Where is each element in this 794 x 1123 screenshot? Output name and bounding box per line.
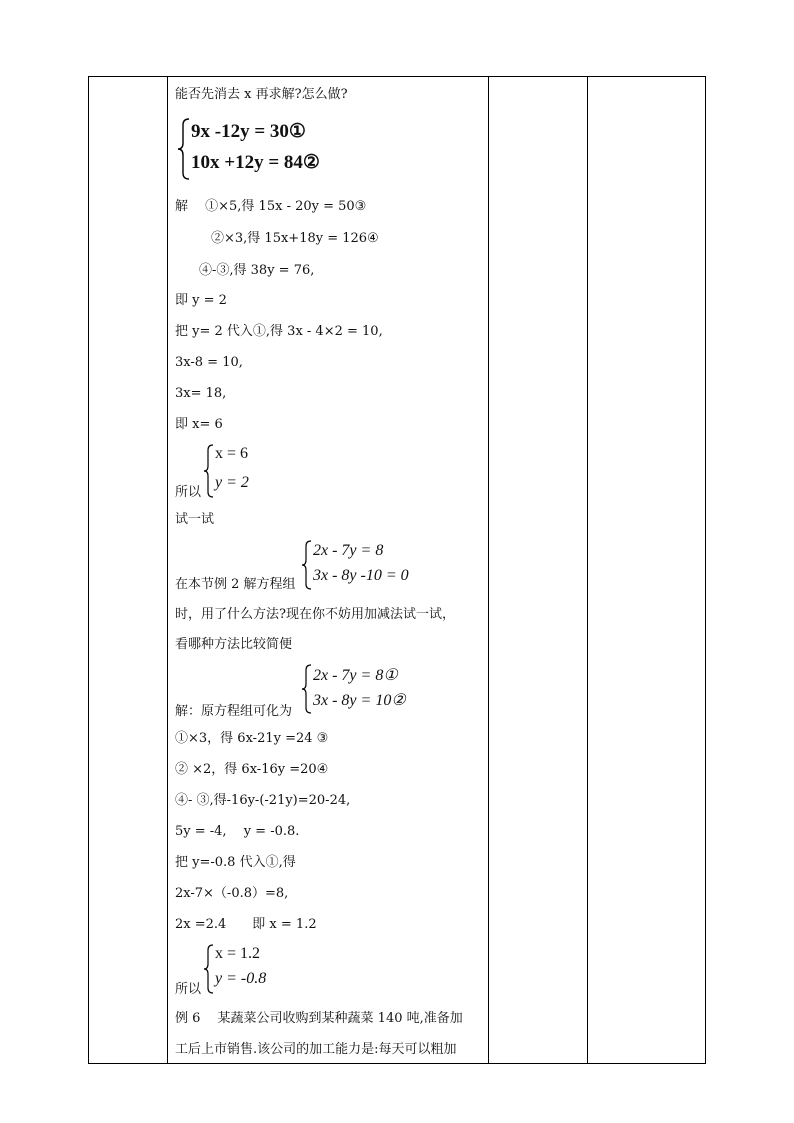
result2-prefix: 所以 — [175, 982, 202, 997]
left-brace-icon — [203, 943, 215, 995]
left-brace-icon — [301, 663, 313, 715]
column-divider-1 — [167, 77, 168, 1063]
try-prefix: 在本节例 2 解方程组 — [175, 577, 296, 592]
solution2-line-3: ④- ③,得-16y-(-21y)=20-24, — [175, 793, 351, 808]
try-title: 试一试 — [175, 512, 215, 527]
system2-eq2: 3x - 8y -10 = 0 — [313, 567, 409, 584]
system3-eq2: 3x - 8y = 10② — [313, 692, 406, 709]
result-system-2 — [203, 943, 303, 995]
result1-eq1: x = 6 — [215, 445, 249, 462]
solution2-line-5: 把 y=-0.8 代入①,得 — [175, 855, 296, 870]
solution2-line-7: 2x =2.4 即 x = 1.2 — [175, 917, 317, 932]
question-text: 能否先消去 x 再求解?怎么做? — [175, 87, 348, 102]
system3-eq1: 2x - 7y = 8① — [313, 667, 398, 684]
solution1-line-7: 3x= 18, — [175, 386, 227, 401]
result-system-1 — [203, 443, 303, 499]
lesson-table — [88, 76, 706, 1064]
equation-system-2 — [301, 539, 451, 591]
example6-line-2: 工后上市销售.该公司的加工能力是:每天可以粗加 — [175, 1042, 457, 1057]
column-divider-3 — [587, 77, 588, 1063]
solution1-line-8: 即 x= 6 — [175, 417, 223, 432]
system2-eq1: 2x - 7y = 8 — [313, 542, 384, 559]
left-brace-icon — [301, 539, 313, 591]
solution2-line-4: 5y = -4, y = -0.8. — [175, 824, 300, 839]
left-brace-icon — [203, 443, 215, 499]
solution1-line-2: ②×3,得 15x+18y = 126④ — [211, 231, 379, 246]
system1-eq1: 9x -12y = 30① — [191, 121, 306, 142]
solution1-line-3: ④-③,得 38y = 76, — [199, 263, 315, 278]
equation-system-3 — [301, 663, 451, 715]
solution2-line-2: ② ×2，得 6x-16y =20④ — [175, 762, 329, 777]
system1-eq2: 10x +12y = 84② — [191, 152, 320, 173]
content-column — [173, 77, 489, 1063]
solution1-line-1: 解 ①×5,得 15x - 20y = 50③ — [175, 199, 367, 214]
solution1-line-4: 即 y = 2 — [175, 293, 227, 308]
solution2-line-6: 2x-7×（-0.8）=8, — [175, 886, 289, 901]
result2-eq2: y = -0.8 — [215, 970, 267, 987]
solution1-line-5: 把 y= 2 代入①,得 3x - 4×2 = 10, — [175, 324, 383, 339]
equation-system-1 — [177, 117, 377, 181]
rewrite-prefix: 解：原方程组可化为 — [175, 704, 293, 719]
try-text-2: 看哪种方法比较简便 — [175, 637, 293, 652]
solution1-line-6: 3x-8 = 10, — [175, 355, 243, 370]
solution2-line-1: ①×3，得 6x-21y =24 ③ — [175, 731, 329, 746]
result1-prefix: 所以 — [175, 485, 202, 500]
example6-line-1: 例 6 某蔬菜公司收购到某种蔬菜 140 吨,准备加 — [175, 1011, 463, 1026]
left-brace-icon — [177, 117, 191, 181]
result1-eq2: y = 2 — [215, 474, 249, 491]
try-text-1: 时，用了什么方法?现在你不妨用加减法试一试， — [175, 607, 455, 622]
result2-eq1: x = 1.2 — [215, 945, 261, 962]
